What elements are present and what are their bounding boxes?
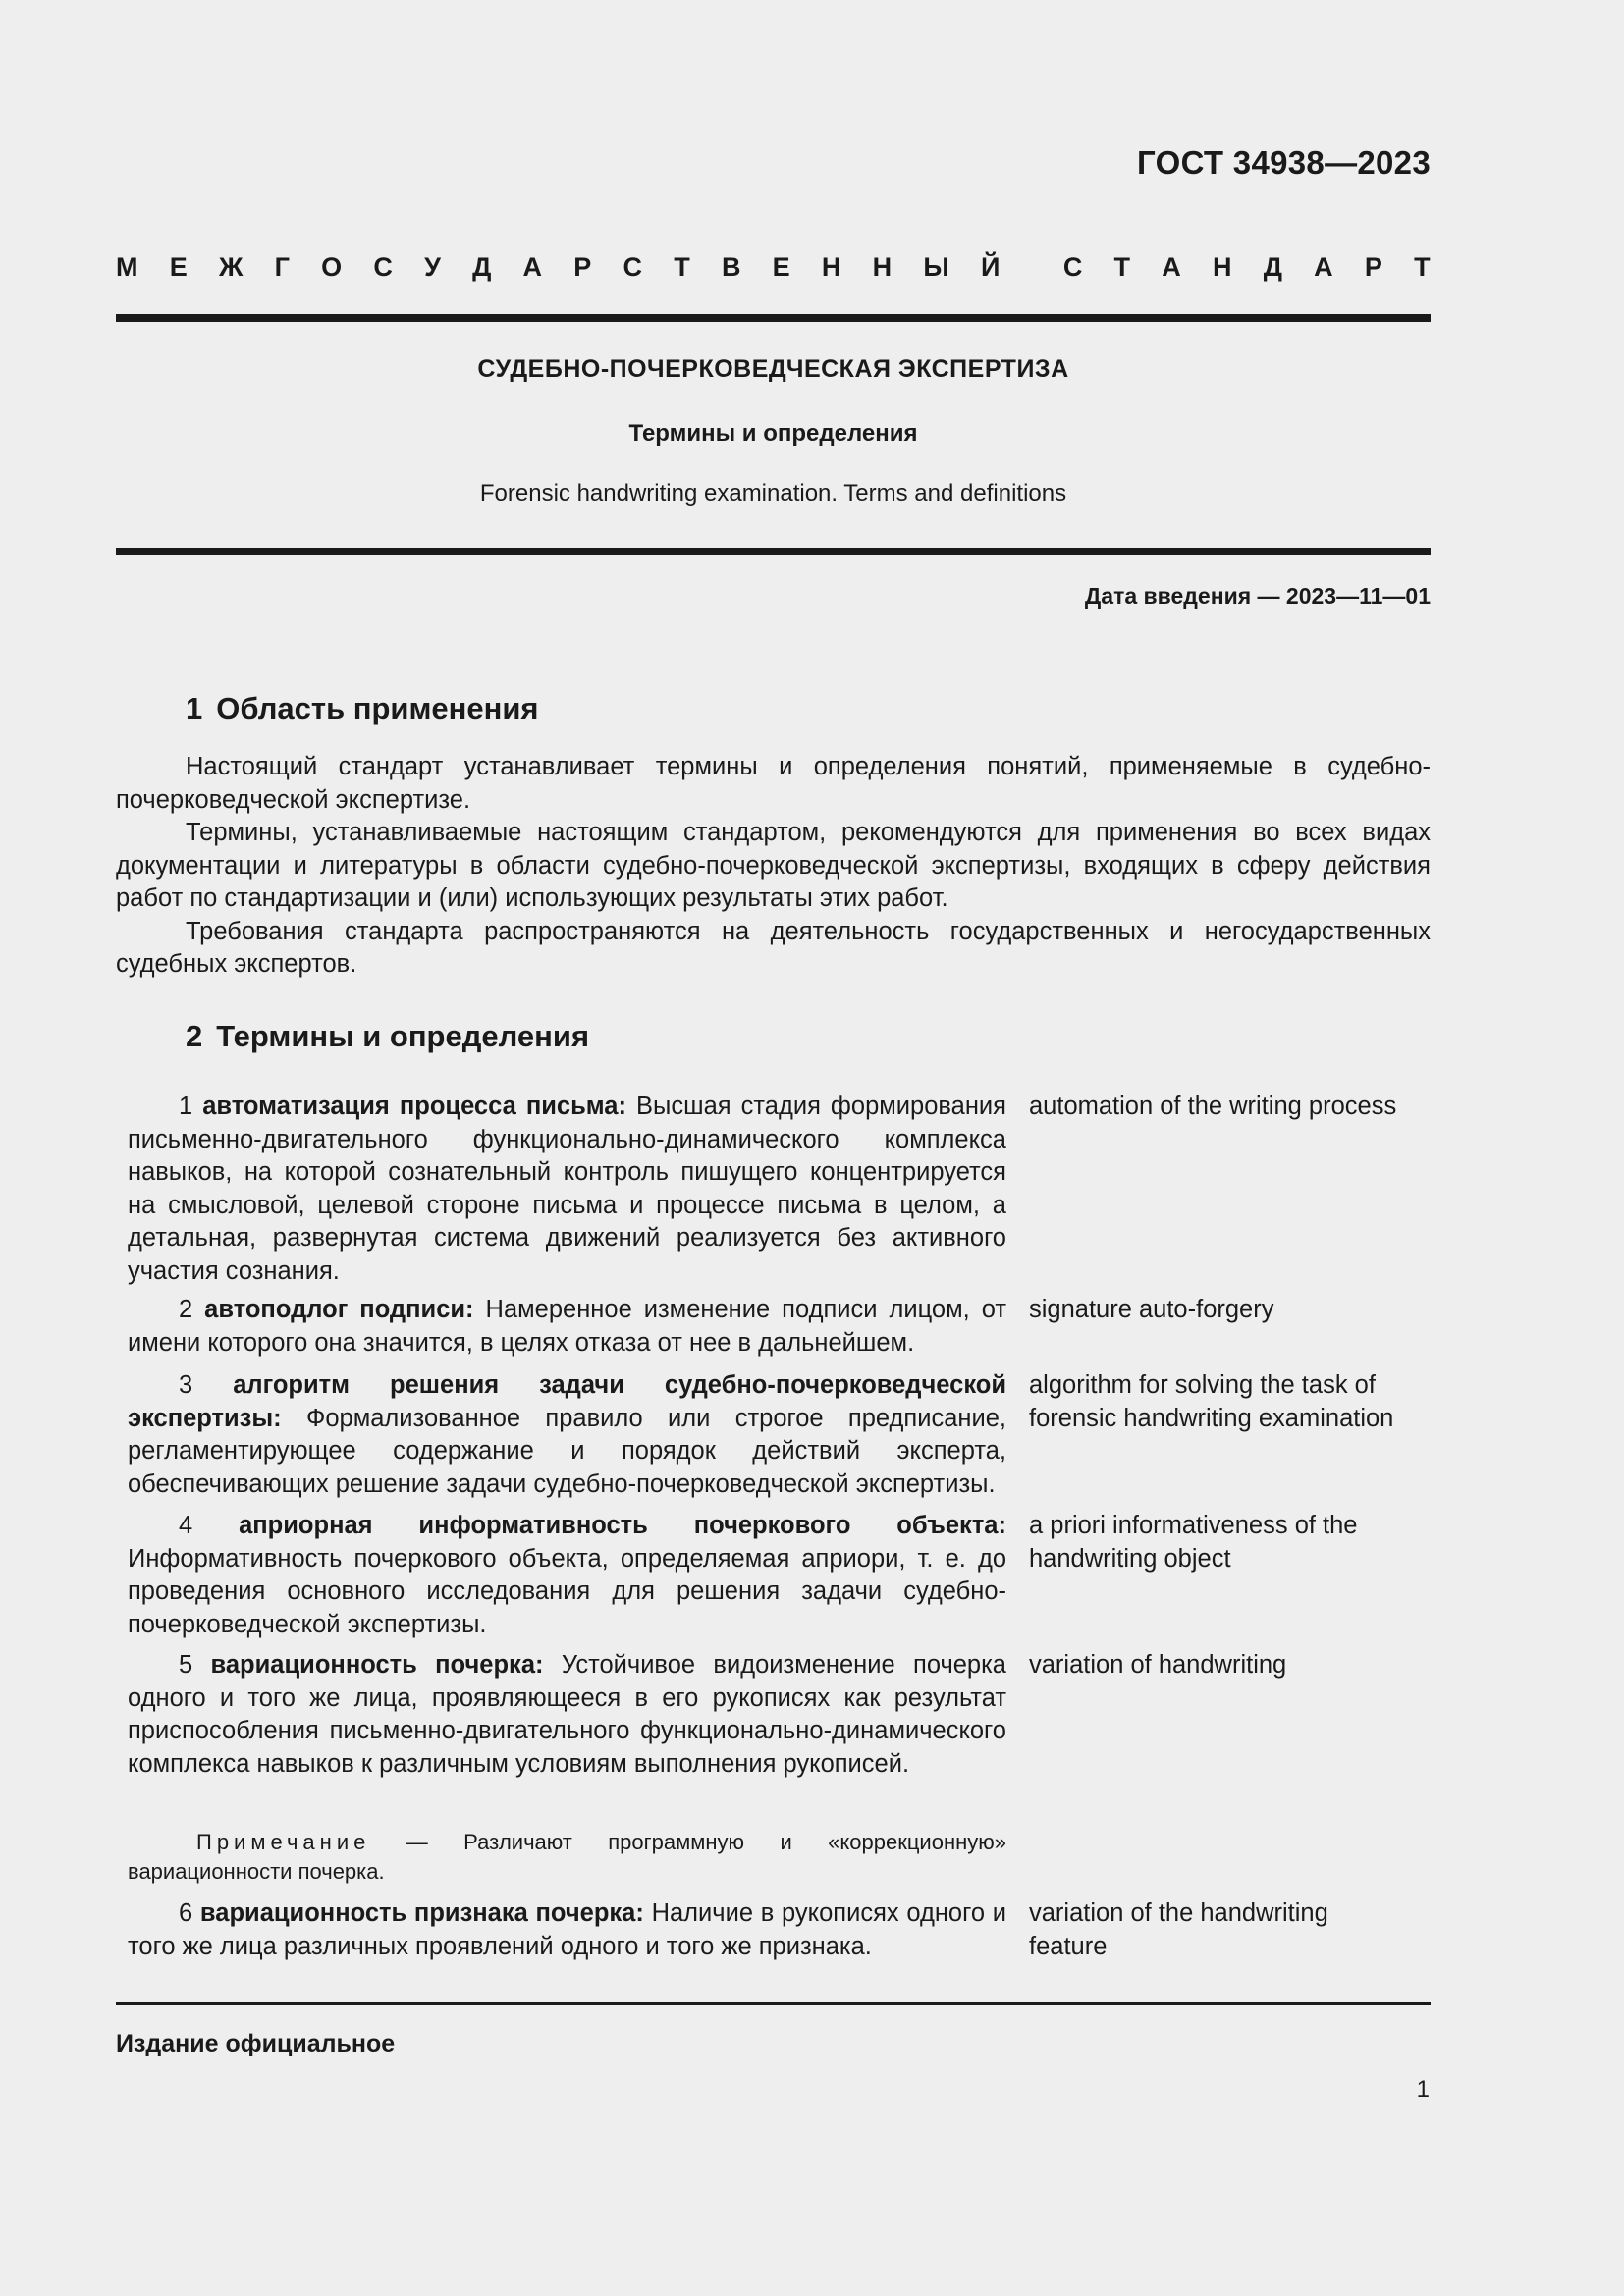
term-name: априорная информативность почеркового объекта: <box>239 1512 1006 1539</box>
document-title-english: Forensic handwriting examination. Terms and definitions <box>479 480 1067 507</box>
term-name: автоматизация процесса письма: <box>202 1093 626 1120</box>
term-number: 1 <box>179 1093 193 1120</box>
heading-letter: Н <box>1212 252 1232 282</box>
term-note <box>128 1828 1006 1887</box>
section-title: Область применения <box>216 691 539 725</box>
introduction-date: Дата введения — 2023—11—01 <box>1084 583 1431 609</box>
term-name: вариационность почерка: <box>210 1651 544 1679</box>
section-1-heading <box>186 691 539 726</box>
heading-letter: О <box>321 252 343 282</box>
note-label: Примечание <box>196 1830 371 1854</box>
document-title: СУДЕБНО-ПОЧЕРКОВЕДЧЕСКАЯ ЭКСПЕРТИЗА <box>477 355 1069 383</box>
term-name: вариационность признака почерка: <box>199 1899 644 1927</box>
term-definition: Формализованное правило или строгое предписание, регламентирующее содержание и порядок действий эксперта, обеспечивающих решение задачи судебно-почерковедческой экспертизы. <box>128 1404 1006 1498</box>
term-entry-2 <box>128 1294 1006 1360</box>
term-definition: Наличие в рукописях одного и того же лица различных проявлений одного и того же признака. <box>128 1899 1006 1960</box>
term-number: 3 <box>179 1371 193 1399</box>
term-english-5: variation of handwriting <box>1029 1651 1287 1679</box>
heading-letter: Т <box>1113 252 1131 282</box>
section-1-body <box>116 751 1431 982</box>
paragraph: Настоящий стандарт устанавливает термины и определения понятий, применяемые в судебно-почерковедческой экспертизе. <box>116 753 1431 814</box>
term-english-6: variation of the handwriting feature <box>1029 1899 1328 1960</box>
footer-divider <box>116 2002 1431 2005</box>
heading-letter: У <box>424 252 441 282</box>
term-definition: Высшая стадия формирования письменно-двигательного функционально-динамического комплекса навыков, на которой сознательный контроль пишущего концентрируется на смысловой, целевой стороне письма и процессе письма в целом, а детальная, развернутая система движений реализуется без активного участия сознания. <box>128 1093 1006 1285</box>
heading-letter: Е <box>772 252 790 282</box>
term-number: 4 <box>179 1512 193 1539</box>
section-number: 1 <box>186 691 203 725</box>
term-english-4: a priori informativeness of the handwriting object <box>1029 1512 1358 1573</box>
term-number: 6 <box>179 1899 193 1927</box>
document-subtitle: Термины и определения <box>628 420 918 447</box>
term-number: 5 <box>179 1651 193 1679</box>
heading-letter: Т <box>1414 252 1431 282</box>
term-definition: Намеренное изменение подписи лицом, от имени которого она значится, в целях отказа от нее в дальнейшем. <box>128 1296 1006 1357</box>
term-entry-3 <box>128 1369 1006 1501</box>
section-title: Термины и определения <box>216 1019 590 1053</box>
heading-letter: С <box>1062 252 1083 282</box>
heading-letter: Г <box>274 252 290 282</box>
heading-letter: Р <box>573 252 592 282</box>
heading-letter: Ы <box>923 252 949 282</box>
heading-letter: А <box>1314 252 1333 282</box>
edition-label: Издание официальное <box>116 2030 396 2057</box>
term-definition: Информативность почеркового объекта, определяемая априори, т. е. до проведения основного исследования для решения задачи судебно-почерковедческой экспертизы. <box>128 1544 1006 1638</box>
term-name: алгоритм решения задачи судебно-почерковедческой экспертизы: <box>128 1371 1006 1432</box>
heading-letter: М <box>116 252 138 282</box>
section-2-heading <box>186 1019 589 1054</box>
heading-letter: Н <box>821 252 841 282</box>
term-entry-4 <box>128 1510 1006 1641</box>
section-number: 2 <box>186 1019 203 1053</box>
term-name: автоподлог подписи: <box>204 1296 474 1323</box>
header-divider <box>116 314 1431 322</box>
heading-letter: Т <box>674 252 690 282</box>
term-number: 2 <box>179 1296 193 1323</box>
heading-letter: А <box>1162 252 1181 282</box>
standard-number: ГОСТ 34938—2023 <box>1137 144 1431 181</box>
standard-type-heading <box>116 252 1431 283</box>
term-english-1: automation of the writing process <box>1029 1093 1397 1120</box>
page-number: 1 <box>1416 2076 1430 2103</box>
heading-letter: С <box>623 252 642 282</box>
term-english-2: signature auto-forgery <box>1029 1296 1274 1323</box>
heading-letter: Е <box>169 252 188 282</box>
heading-letter: Й <box>980 252 1001 282</box>
heading-letter: А <box>522 252 543 282</box>
paragraph: Требования стандарта распространяются на деятельность государственных и негосударственных судебных экспертов. <box>116 917 1431 978</box>
term-english-3: algorithm for solving the task of forensic handwriting examination <box>1029 1371 1394 1432</box>
heading-letter: Д <box>472 252 492 282</box>
term-entry-5 <box>128 1649 1006 1781</box>
note-text: — Различают программную и «коррекционную» вариационности почерка. <box>128 1830 1006 1884</box>
heading-letter: Р <box>1364 252 1382 282</box>
term-definition: Устойчивое видоизменение почерка одного и того же лица, проявляющееся в его рукописях как результат приспособления письменно-двигательного функционально-динамического комплекса навыков к различным условиям выполнения рукописей. <box>128 1651 1006 1778</box>
term-entry-1 <box>128 1091 1006 1288</box>
heading-letter: Н <box>872 252 893 282</box>
term-entry-6 <box>128 1897 1006 1963</box>
heading-letter: Ж <box>218 252 244 282</box>
heading-letter: В <box>721 252 741 282</box>
title-divider <box>116 548 1431 555</box>
heading-letter: Д <box>1263 252 1282 282</box>
paragraph: Термины, устанавливаемые настоящим стандартом, рекомендуются для применения во всех видах документации и литературы в области судебно-почерковедческой экспертизы, входящих в сферу действия работ по стандартизации и (или) использующих результаты этих работ. <box>116 819 1431 912</box>
heading-letter: С <box>373 252 393 282</box>
